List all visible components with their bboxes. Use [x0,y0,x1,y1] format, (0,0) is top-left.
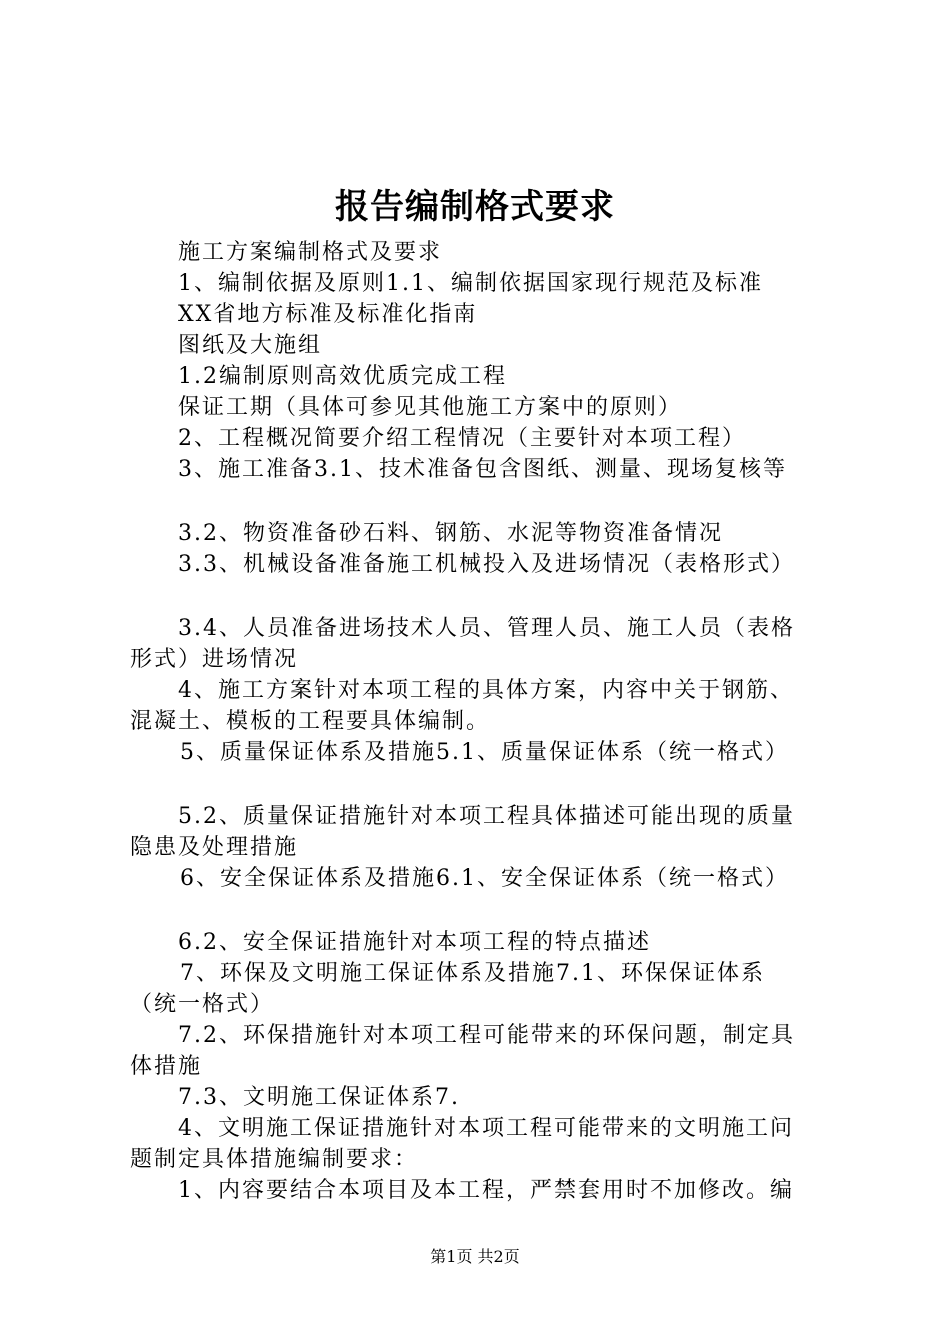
body-line: 题制定具体措施编制要求： [130,1147,419,1172]
body-line: 3、施工准备3.1、技术准备包含图纸、测量、现场复核等 [178,457,787,482]
paragraph-gap [130,580,832,613]
body-line: 7、环保及文明施工保证体系及措施7.1、环保保证体系 [180,961,765,986]
body-line: 3.2、物资准备砂石料、钢筋、水泥等物资准备情况 [178,521,723,546]
body-line: 形式）进场情况 [130,647,299,672]
paragraph-gap [130,485,832,518]
body-line: 保证工期（具体可参见其他施工方案中的原则） [178,395,683,420]
page-footer: 第1页 共2页 [430,1247,520,1266]
paragraph-gap [130,894,832,927]
body-line: 2、工程概况简要介绍工程情况（主要针对本项工程） [178,426,746,451]
body-line: 施工方案编制格式及要求 [178,240,443,265]
body-line: 6.2、安全保证措施针对本项工程的特点描述 [178,930,651,955]
body-line: 6、安全保证体系及措施6.1、安全保证体系（统一格式） [180,866,789,891]
body-line: 4、施工方案针对本项工程的具体方案，内容中关于钢筋、 [178,678,794,703]
body-line: 7.2、环保措施针对本项工程可能带来的环保问题，制定具 [178,1023,795,1048]
body-line: 5.2、质量保证措施针对本项工程具体描述可能出现的质量 [178,804,795,829]
body-line: 3.3、机械设备准备施工机械投入及进场情况（表格形式） [178,552,795,577]
body-line: 隐患及处理措施 [130,835,299,860]
body-line: 1.2编制原则高效优质完成工程 [178,364,507,389]
body-line: 5、质量保证体系及措施5.1、质量保证体系（统一格式） [180,740,789,765]
body-line: 体措施 [130,1054,203,1079]
body-line: 1、编制依据及原则1.1、编制依据国家现行规范及标准 [178,271,763,296]
body-line: 图纸及大施组 [178,333,323,358]
body-line: 7.3、文明施工保证体系7. [178,1085,460,1110]
document-title: 报告编制格式要求 [335,187,615,227]
paragraph-gap [130,768,832,801]
body-line: （统一格式） [130,992,275,1017]
body-line: 混凝土、模板的工程要具体编制。 [130,709,491,734]
document-body [130,237,832,1206]
body-line: 3.4、人员准备进场技术人员、管理人员、施工人员（表格 [178,616,795,641]
body-line: 4、文明施工保证措施针对本项工程可能带来的文明施工问 [178,1116,794,1141]
body-line: 1、内容要结合本项目及本工程，严禁套用时不加修改。编 [178,1178,794,1203]
body-line: XX省地方标准及标准化指南 [178,302,478,327]
